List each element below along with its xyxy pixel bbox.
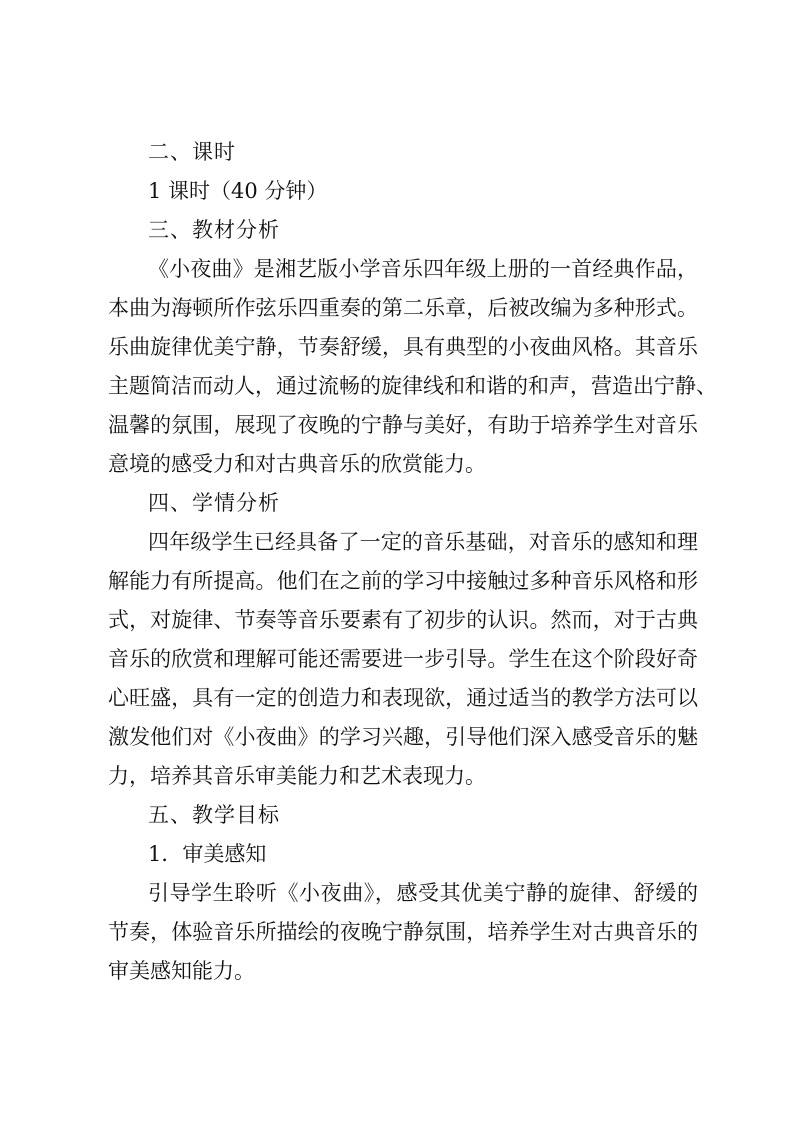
section-5-heading: 五、教学目标 — [148, 803, 280, 827]
paragraph-line: 解能力有所提高。他们在之前的学习中接触过多种音乐风格和形 — [108, 569, 698, 593]
section-4-heading: 四、学情分析 — [148, 491, 280, 515]
paragraph-line: 四年级学生已经具备了一定的音乐基础，对音乐的感知和理 — [148, 530, 698, 554]
paragraph-line: 力，培养其音乐审美能力和艺术表现力。 — [108, 764, 486, 788]
paragraph-line: 激发他们对《小夜曲》的学习兴趣，引导他们深入感受音乐的魅 — [108, 725, 698, 749]
section-5-subheading: 1．审美感知 — [148, 842, 267, 866]
paragraph-line: 意境的感受力和对古典音乐的欣赏能力。 — [108, 452, 486, 476]
paragraph-line: 心旺盛，具有一定的创造力和表现欲，通过适当的教学方法可以 — [108, 686, 698, 710]
section-3-heading: 三、教材分析 — [148, 218, 280, 242]
section-2-content: 1 课时（40 分钟） — [148, 179, 328, 203]
paragraph-line: 节奏，体验音乐所描绘的夜晚宁静氛围，培养学生对古典音乐的 — [108, 920, 698, 944]
paragraph-line: 本曲为海顿所作弦乐四重奏的第二乐章，后被改编为多种形式。 — [108, 296, 698, 320]
paragraph-line: 《小夜曲》是湘艺版小学音乐四年级上册的一首经典作品， — [148, 257, 698, 281]
paragraph-line: 主题简洁而动人，通过流畅的旋律线和和谐的和声，营造出宁静、 — [108, 374, 717, 398]
paragraph-line: 乐曲旋律优美宁静，节奏舒缓，具有典型的小夜曲风格。其音乐 — [108, 335, 698, 359]
paragraph-line: 式，对旋律、节奏等音乐要素有了初步的认识。然而，对于古典 — [108, 608, 698, 632]
paragraph-line: 引导学生聆听《小夜曲》，感受其优美宁静的旋律、舒缓的 — [148, 881, 698, 905]
paragraph-line: 温馨的氛围，展现了夜晚的宁静与美好，有助于培养学生对音乐 — [108, 413, 698, 437]
section-2-heading: 二、课时 — [148, 140, 236, 164]
paragraph-line: 音乐的欣赏和理解可能还需要进一步引导。学生在这个阶段好奇 — [108, 647, 698, 671]
paragraph-line: 审美感知能力。 — [108, 959, 255, 983]
